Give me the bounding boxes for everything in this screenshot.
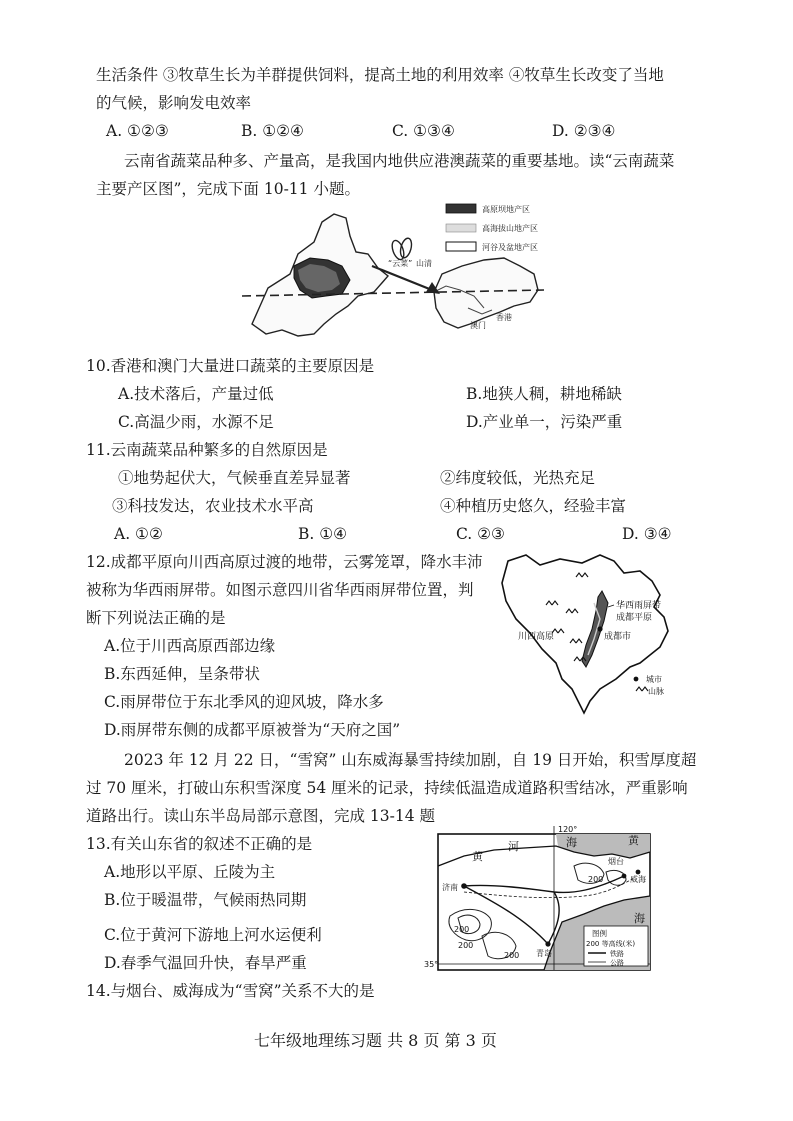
option-a: A.技术落后，产量过低 <box>118 385 274 403</box>
label-plateau: 川西高原 <box>518 632 555 642</box>
option-c: C.位于黄河下游地上河水运便利 <box>104 926 322 944</box>
legend-mountain: 高海拔山地产区 <box>482 224 538 233</box>
question-10: 10.香港和澳门大量进口蔬菜的主要原因是 <box>86 357 375 375</box>
label-lat: 35° <box>424 960 439 969</box>
contour-label: 200 <box>454 925 470 934</box>
question-11: 11.云南蔬菜品种繁多的自然原因是 <box>86 441 328 459</box>
intro-text: 云南省蔬菜品种多、产量高，是我国内地供应港澳蔬菜的重要基地。读“云南蔬菜 <box>124 152 675 170</box>
label-sea: 黄 <box>472 850 483 863</box>
question-12-line: 断下列说法正确的是 <box>86 609 226 627</box>
label-lon: 120° <box>558 826 578 834</box>
option-b: B.位于暖温带，气候雨热同期 <box>104 891 307 909</box>
label-sea: 黄 <box>628 834 639 847</box>
legend-railway: 铁路 <box>610 950 624 958</box>
contour-label: 200 <box>504 951 520 960</box>
intro-text: 道路出行。读山东半岛局部示意图，完成 13-14 题 <box>86 807 436 825</box>
legend-title: 图例 <box>592 929 607 938</box>
option-d: D.雨屏带东侧的成都平原被誉为“天府之国” <box>104 721 401 739</box>
option-b: B. ①②④ <box>241 122 304 140</box>
statement-2: ②纬度较低，光热充足 <box>440 469 596 487</box>
statement-3: ③科技发达，农业技术水平高 <box>112 497 314 515</box>
question-12-line: 被称为华西雨屏带。如图示意四川省华西雨屏带位置，判 <box>86 581 474 599</box>
option-d: D. ②③④ <box>552 122 616 140</box>
label-yantai: 烟台 <box>608 857 624 866</box>
option-d: D.春季气温回升快，春旱严重 <box>104 954 307 972</box>
label-qingdao: 青岛 <box>536 949 552 958</box>
option-c: C. ①③④ <box>392 122 455 140</box>
label-hk: 香港 <box>496 313 512 322</box>
statement-1: ①地势起伏大，气候垂直差异显著 <box>118 469 351 487</box>
option-a: A. ①② <box>114 525 163 543</box>
sichuan-rainscreen-map <box>490 551 700 719</box>
contour-label: 200 <box>588 875 604 884</box>
label-yuncai: “云菜” <box>388 259 413 268</box>
question-14: 14.与烟台、威海成为“雪窝”关系不大的是 <box>86 982 375 1000</box>
label-sea: 河 <box>508 840 519 853</box>
legend-city: 城市 <box>646 675 662 684</box>
yunnan-vegetable-map <box>238 196 548 348</box>
intro-text: 2023 年 12 月 22 日，“雪窝” 山东威海暴雪持续加剧，自 19 日开始，积雪厚度超 <box>124 751 697 769</box>
intro-text: 过 70 厘米，打破山东积雪深度 54 厘米的记录，持续低温造成道路积雪结冰，严重影响 <box>86 779 688 797</box>
text-line: 生活条件 ③牧草生长为羊群提供饲料，提高土地的利用效率 ④牧草生长改变了当地 <box>96 66 664 84</box>
option-c: C.高温少雨，水源不足 <box>118 413 274 431</box>
intro-text: 主要产区图”，完成下面 10-11 小题。 <box>96 180 360 198</box>
option-a: A.位于川西高原西部边缘 <box>104 637 276 655</box>
option-a: A.地形以平原、丘陵为主 <box>104 863 276 881</box>
option-b: B.东西延伸，呈条带状 <box>104 665 260 683</box>
option-d: D. ③④ <box>622 525 672 543</box>
legend-contour: 200 等高线(米) <box>586 940 636 948</box>
label-city: 成都市 <box>604 632 632 642</box>
text-line: 的气候，影响发电效率 <box>96 94 252 112</box>
shandong-peninsula-map <box>424 826 664 978</box>
legend-mountain: 山脉 <box>648 687 664 696</box>
option-d: D.产业单一，污染严重 <box>466 413 623 431</box>
option-c: C. ②③ <box>456 525 505 543</box>
label-shanqing: 山清 <box>416 259 432 268</box>
label-weihai: 威海 <box>630 875 646 884</box>
contour-label: 200 <box>458 941 474 950</box>
question-13: 13.有关山东省的叙述不正确的是 <box>86 835 313 853</box>
label-macau: 澳门 <box>470 321 486 330</box>
question-12: 12.成都平原向川西高原过渡的地带，云雾笼罩，降水丰沛 <box>86 553 483 571</box>
option-b: B. ①④ <box>298 525 348 543</box>
label-rainscreen: 华西雨屏带 <box>616 601 662 611</box>
label-plain: 成都平原 <box>616 613 653 623</box>
legend-road: 公路 <box>610 959 624 967</box>
label-jinan: 济南 <box>442 883 458 892</box>
option-a: A. ①②③ <box>106 122 169 140</box>
option-b: B.地狭人稠，耕地稀缺 <box>466 385 622 403</box>
page-footer: 七年级地理练习题 共 8 页 第 3 页 <box>254 1031 497 1050</box>
legend-plateau: 高原坝地产区 <box>482 205 530 214</box>
label-sea: 海 <box>634 912 645 925</box>
label-sea: 海 <box>566 836 577 849</box>
option-c: C.雨屏带位于东北季风的迎风坡，降水多 <box>104 693 384 711</box>
legend-valley: 河谷及盆地产区 <box>482 243 538 252</box>
statement-4: ④种植历史悠久，经验丰富 <box>440 497 627 515</box>
